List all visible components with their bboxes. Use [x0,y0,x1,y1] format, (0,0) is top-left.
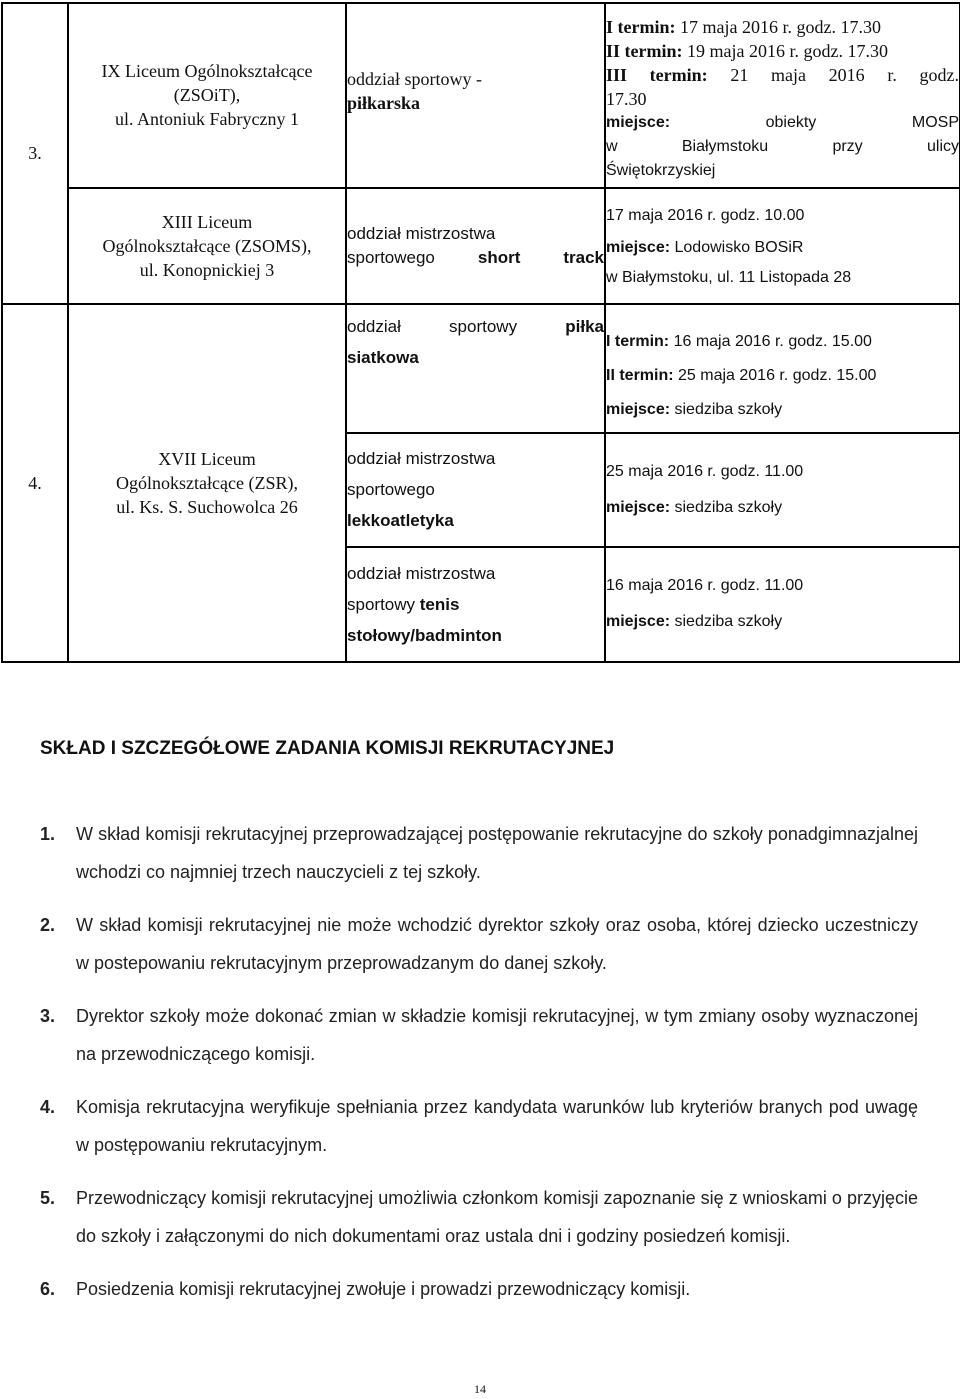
place-value: obiekty MOSP [765,114,959,132]
profile-sport: lekkoatletyka [347,511,454,531]
profile-cell [346,433,605,547]
profile-label: oddział sportowy - [347,69,482,90]
school-abbrev: (ZSOiT), [173,85,241,106]
list-item-number: 4. [40,1097,56,1117]
profile-cell [346,547,605,662]
profile-sport: stołowy/badminton [347,625,502,645]
school-name: XVII Liceum [158,448,256,469]
list-item [40,906,918,982]
row-number [2,3,68,304]
term-label: III termin: [606,65,708,86]
place-value: siedziba szkoły [674,400,783,418]
term-label: II termin: [606,366,674,384]
list-item-text: Komisja rekrutacyjna weryfikuje spełniania przez kandydata warunków lub kryteriów branych pod uwagę w postępowaniu rekrutacyjnym. [76,1097,918,1155]
term-value: 25 maja 2016 r. godz. 15.00 [678,366,877,384]
list-item-text: W skład komisji rekrutacyjnej przeprowadzającej postępowanie rekrutacyjne do szkoły ponadgimnazjalnej wchodzi co najmniej trzech nauczycieli z tej szkoły. [76,824,918,882]
profile-sport: piłka [565,316,604,336]
list-item-number: 1. [40,824,56,844]
place-label: miejsce: [606,613,671,631]
list-item-text: Dyrektor szkoły może dokonać zmian w składzie komisji rekrutacyjnej, w tym zmiany osoby wyznaczonej na przewodniczącego komisji. [76,1006,918,1064]
list-item [40,1179,918,1255]
exam-date: 16 maja 2016 r. godz. 11.00 [606,577,804,595]
term-label: I termin: [606,332,670,350]
list-item [40,815,918,891]
list-item-text: Posiedzenia komisji rekrutacyjnej zwołuje i prowadzi przewodniczący komisji. [76,1279,691,1299]
profile-label: oddział sportowy [347,316,518,336]
term-value-cont: 17.30 [606,89,647,110]
term-label: II termin: [606,41,683,62]
term-label: I termin: [606,17,676,38]
school-address: ul. Ks. S. Suchowolca 26 [116,496,298,517]
school-abbrev: Ogólnokształcące (ZSR), [116,472,298,493]
profile-label: sportowego [347,480,435,500]
profile-cell [346,3,605,188]
place-value: siedziba szkoły [674,498,783,516]
dates-cell [605,304,960,433]
profile-sport: short track [477,247,604,267]
school-abbrev: Ogólnokształcące (ZSOMS), [102,235,312,256]
term-value: 21 maja 2016 r. godz. [730,65,959,86]
school-address: ul. Konopnickiej 3 [139,259,275,280]
list-item-number: 2. [40,915,56,935]
page-number: 14 [474,1382,486,1396]
exam-date: 17 maja 2016 r. godz. 10.00 [606,206,805,224]
profile-label: sportowy [347,594,416,614]
profile-sport: tenis [419,594,460,614]
row-number-text: 3. [28,143,42,164]
dates-cell [605,547,960,662]
list-item-text: W skład komisji rekrutacyjnej nie może wchodzić dyrektor szkoły oraz osoba, której dziecko uczestniczy w postepowaniu rekrutacyjnym przeprowadzanym do danej szkoły. [76,915,918,973]
place-value: w Białymstoku przy ulicy [606,138,959,156]
profile-sport: piłkarska [347,93,421,114]
list-item [40,1270,918,1308]
list-item-text: Przewodniczący komisji rekrutacyjnej umożliwia członkom komisji zapoznanie się z wnioskami o przyjęcie do szkoły i załączonymi do nich dokumentami oraz ustala dni i godziny posiedzeń komisji. [76,1188,918,1246]
row-number [2,304,68,662]
place-value: Świętokrzyskiej [606,162,716,180]
place-label: miejsce: [606,400,671,418]
exam-date: 25 maja 2016 r. godz. 11.00 [606,462,804,480]
term-value: 16 maja 2016 r. godz. 15.00 [673,332,872,350]
place-value: Lodowisko BOSiR [674,238,804,256]
dates-cell [605,3,960,188]
place-value: w Białymstoku, ul. 11 Listopada 28 [606,268,852,286]
profile-sport: siatkowa [347,347,419,367]
school-cell [68,188,346,304]
place-value: siedziba szkoły [674,613,783,631]
list-item [40,997,918,1073]
profile-label: oddział mistrzostwa [347,563,496,583]
school-cell [68,304,346,662]
list-item [40,1088,918,1164]
school-address: ul. Antoniuk Fabryczny 1 [115,109,299,130]
list-item-number: 6. [40,1279,56,1299]
row-number-text: 4. [28,472,42,493]
recruitment-schedule-table [1,2,960,663]
place-label: miejsce: [606,114,671,132]
profile-label: oddział mistrzostwa [347,449,496,469]
section-heading: SKŁAD I SZCZEGÓŁOWE ZADANIA KOMISJI REKRUTACYJNEJ [40,738,615,759]
place-label: miejsce: [606,498,671,516]
dates-cell [605,433,960,547]
place-label: miejsce: [606,238,671,256]
profile-cell [346,304,605,433]
school-cell [68,3,346,188]
profile-cell [346,188,605,304]
dates-cell [605,188,960,304]
school-name: XIII Liceum [161,211,253,232]
term-value: 17 maja 2016 r. godz. 17.30 [679,17,881,38]
term-value: 19 maja 2016 r. godz. 17.30 [686,41,888,62]
profile-label: oddział mistrzostwa [347,223,496,243]
profile-label: sportowego [347,247,435,267]
committee-duties-list [40,815,918,1323]
list-item-number: 3. [40,1006,56,1026]
list-item-number: 5. [40,1188,56,1208]
school-name: IX Liceum Ogólnokształcące [101,61,313,82]
